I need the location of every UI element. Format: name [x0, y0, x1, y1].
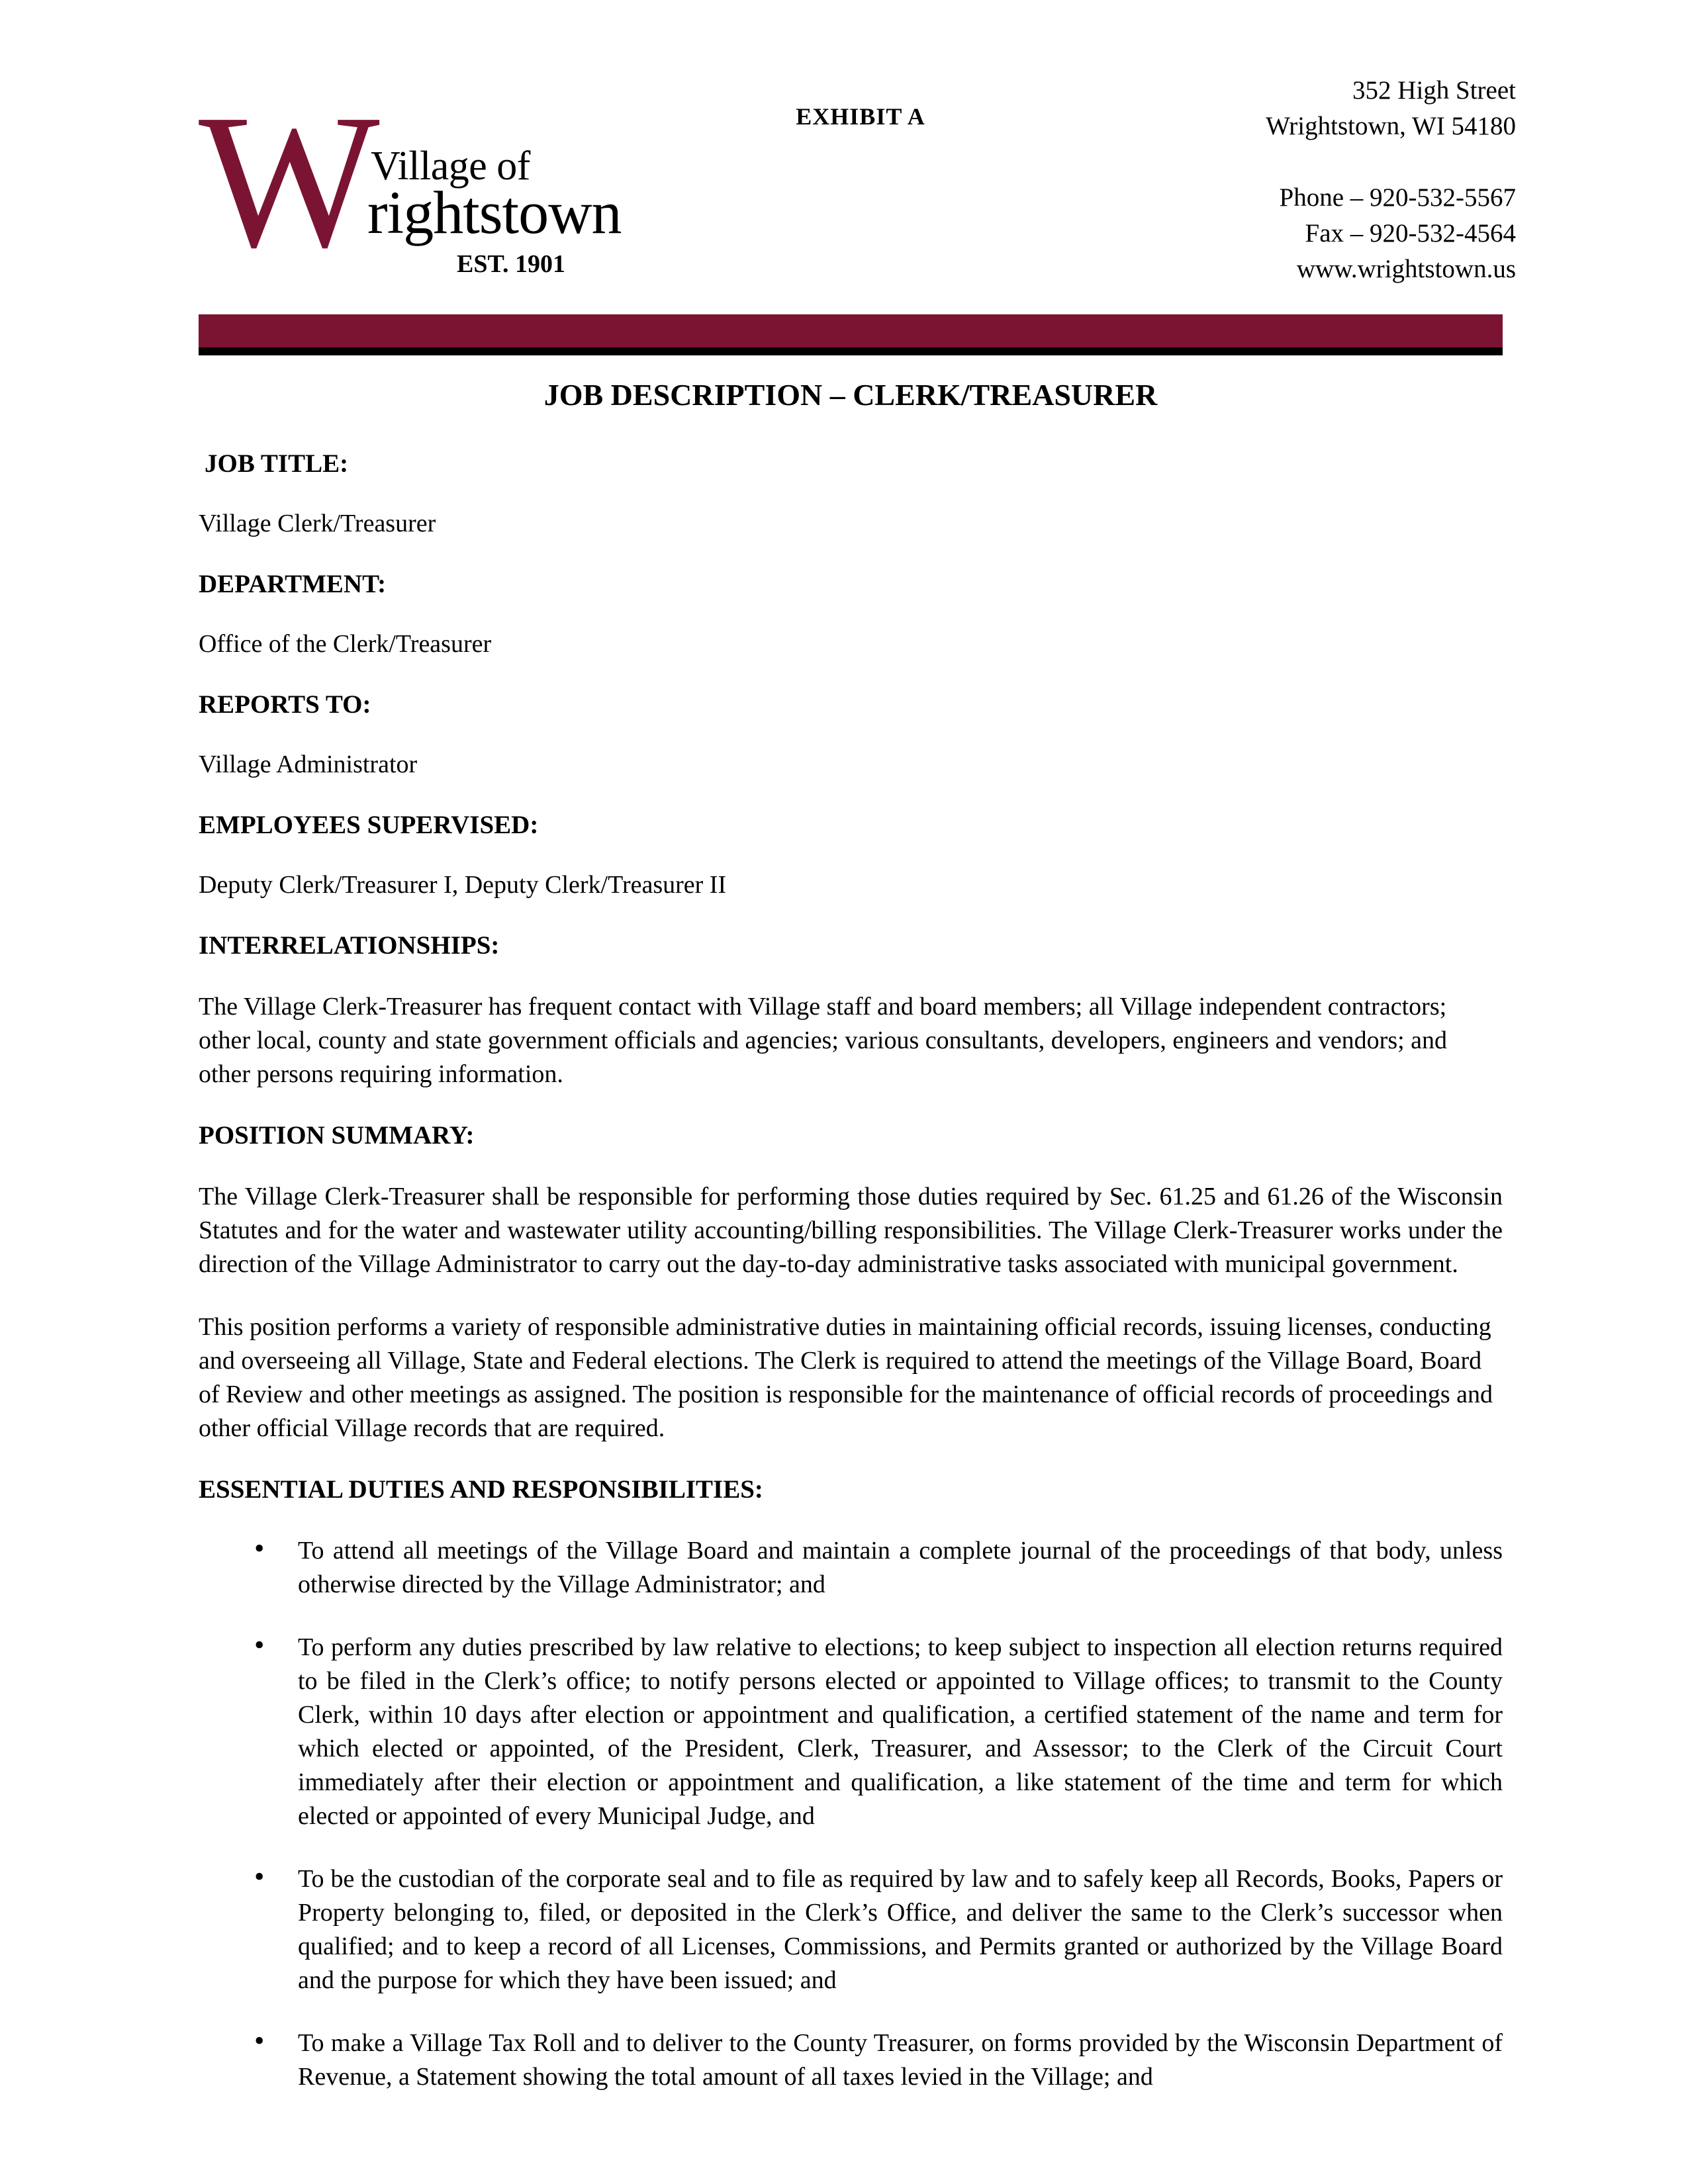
section-heading-job-title: JOB TITLE: — [205, 449, 349, 478]
list-item — [199, 1631, 1503, 1833]
address-website: www.wrightstown.us — [1296, 255, 1516, 283]
address-spacer — [1266, 144, 1516, 180]
list-item — [199, 1534, 1503, 1602]
section-value-employees-supervised: Deputy Clerk/Treasurer I, Deputy Clerk/Treasurer II — [199, 871, 727, 899]
document-body — [199, 449, 1503, 2123]
section-value-interrelationships: The Village Clerk-Treasurer has frequent contact with Village staff and board members; all Village independent contractors; other local, county and state government officials and agencies; various consultants, developers, engineers and vendors; and other persons requiring information. — [199, 993, 1448, 1088]
essential-duties-list — [199, 1534, 1503, 2094]
section-heading-interrelationships: INTERRELATIONSHIPS: — [199, 931, 500, 960]
section-value-reports-to: Village Administrator — [199, 751, 418, 778]
logo-drop-cap-w: W — [199, 75, 380, 287]
header-divider-black-bar — [199, 347, 1503, 355]
list-item-text: To make a Village Tax Roll and to deliver to the County Treasurer, on forms provided by the Wisconsin Department of Revenue, a Statement showing the total amount of all taxes levied in the Village; and — [298, 2029, 1503, 2091]
position-summary-paragraph-2: This position performs a variety of responsible administrative duties in maintaining official records, issuing licenses, conducting and overseeing all Village, State and Federal elections. The Clerk is required to attend the meetings of the Village Board, Board of Review and other meetings as assigned. The position is responsible for the maintenance of official records of proceedings and other official Village records that are required. — [199, 1313, 1493, 1442]
position-summary-paragraph-1: The Village Clerk-Treasurer shall be responsible for performing those duties required by Sec. 61.25 and 61.26 of the Wisconsin Statutes and for the water and wastewater utility accounting/billing responsibilities. The Village Clerk-Treasurer works under the direction of the Village Administrator to carry out the day-to-day administrative tasks associated with municipal government. — [199, 1183, 1503, 1278]
bullet-icon: • — [254, 2025, 265, 2057]
village-logo — [199, 75, 688, 301]
list-item-text: To be the custodian of the corporate seal and to file as required by law and to safely keep all Records, Books, Papers or Property belonging to, filed, or deposited in the Clerk’s Office, and deliver the same to the Clerk’s successor when qualified; and to keep a record of all Licenses, Commissions, and Permits granted or authorized by the Village Board and the purpose for which they have been issued; and — [298, 1865, 1503, 1994]
logo-village-of-text: Village of — [371, 144, 530, 189]
bullet-icon: • — [254, 1532, 265, 1565]
section-value-job-title: Village Clerk/Treasurer — [199, 510, 436, 537]
letterhead-header — [0, 0, 1688, 311]
address-fax: Fax – 920-532-4564 — [1305, 219, 1516, 248]
list-item-text: To attend all meetings of the Village Board and maintain a complete journal of the proceedings of that body, unless otherwise directed by the Village Administrator; and — [298, 1537, 1503, 1598]
logo-rightstown-text: rightstown — [367, 179, 622, 246]
section-heading-reports-to: REPORTS TO: — [199, 690, 371, 719]
list-item — [199, 2026, 1503, 2094]
address-street: 352 High Street — [1352, 76, 1516, 105]
section-heading-essential-duties: ESSENTIAL DUTIES AND RESPONSIBILITIES: — [199, 1475, 763, 1504]
bullet-icon: • — [254, 1629, 265, 1661]
page-title: JOB DESCRIPTION – CLERK/TREASURER — [543, 378, 1158, 412]
header-divider-maroon-bar — [199, 314, 1503, 347]
exhibit-label: EXHIBIT A — [796, 103, 925, 130]
address-phone: Phone – 920-532-5567 — [1279, 183, 1516, 212]
section-heading-department: DEPARTMENT: — [199, 570, 387, 598]
logo-established-text: EST. 1901 — [457, 250, 566, 278]
section-heading-position-summary: POSITION SUMMARY: — [199, 1121, 475, 1150]
address-block — [1266, 73, 1516, 287]
section-heading-employees-supervised: EMPLOYEES SUPERVISED: — [199, 811, 539, 839]
list-item-text: To perform any duties prescribed by law relative to elections; to keep subject to inspection all election returns required to be filed in the Clerk’s office; to notify persons elected or appointed to Village offices; to transmit to the County Clerk, within 10 days after election or appointment and qualification, a certified statement of the name and term for which elected or appointed, of the President, Clerk, Treasurer, and Assessor; to the Clerk of the Circuit Court immediately after their election or appointment and qualification, a like statement of the time and term for which elected or appointed of every Municipal Judge, and — [298, 1633, 1503, 1830]
address-city-state-zip: Wrightstown, WI 54180 — [1266, 112, 1516, 140]
bullet-icon: • — [254, 1860, 265, 1893]
section-value-department: Office of the Clerk/Treasurer — [199, 630, 492, 658]
header-divider — [199, 314, 1503, 355]
list-item — [199, 1862, 1503, 1997]
